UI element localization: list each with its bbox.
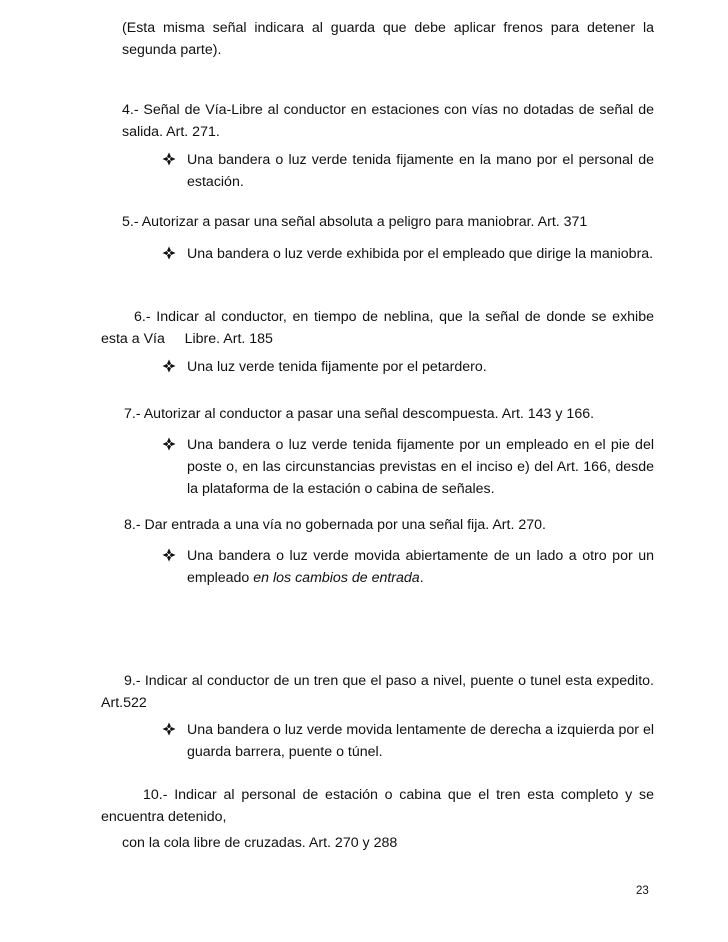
item-heading bbox=[124, 514, 656, 536]
bullet-text: Una bandera o luz verde tenida fijamente en la mano por el personal de estación. bbox=[187, 152, 654, 190]
item-heading-text: 10.- Indicar al personal de estación o cabina que el tren esta completo y se encuentra detenido, bbox=[101, 787, 654, 825]
bullet-text: Una bandera o luz verde movida lentamente de derecha a izquierda por el guarda barrera, puente o túnel. bbox=[187, 722, 654, 760]
diamond-bullet-icon bbox=[162, 548, 176, 562]
diamond-bullet-icon bbox=[162, 359, 176, 373]
bullet-item bbox=[162, 149, 654, 193]
item-heading-text: 7.- Autorizar al conductor a pasar una señal descompuesta. Art. 143 y 166. bbox=[124, 406, 595, 422]
item-heading-text: 6.- Indicar al conductor, en tiempo de neblina, que la señal de donde se exhibe esta a Vía bbox=[101, 309, 654, 347]
item-heading bbox=[124, 403, 656, 425]
item-heading bbox=[122, 211, 654, 233]
bullet-text: Una bandera o luz verde exhibida por el empleado que dirige la maniobra. bbox=[187, 246, 654, 262]
diamond-bullet-icon bbox=[162, 246, 176, 260]
bullet-text: Una bandera o luz verde tenida fijamente por un empleado en el pie del poste o, en las circunstancias previstas en el inciso e) del Art. 166, desde la plataforma de la estación o cabina de señales. bbox=[187, 437, 654, 497]
item-heading-text-end: Libre. Art. 185 bbox=[184, 331, 273, 347]
diamond-bullet-icon bbox=[162, 152, 176, 166]
bullet-item bbox=[162, 545, 654, 589]
item-heading-text: 5.- Autorizar a pasar una señal absoluta a peligro para maniobrar. Art. 371 bbox=[122, 214, 588, 230]
continuation-paragraph bbox=[122, 17, 654, 61]
bullet-text: Una luz verde tenida fijamente por el petardero. bbox=[187, 359, 487, 375]
page-number: 23 bbox=[636, 885, 649, 897]
item-heading-text: 8.- Dar entrada a una vía no gobernada por una señal fija. Art. 270. bbox=[124, 517, 546, 533]
item-heading-text: 9.- Indicar al conductor de un tren que el paso a nivel, puente o tunel esta expedito. Art.522 bbox=[101, 673, 654, 711]
item-continuation bbox=[122, 832, 654, 854]
diamond-bullet-icon bbox=[162, 437, 176, 451]
bullet-text-end: . bbox=[419, 570, 424, 586]
bullet-item bbox=[162, 434, 654, 500]
bullet-item bbox=[162, 719, 654, 763]
item-heading bbox=[101, 306, 654, 350]
item-continuation-text: con la cola libre de cruzadas. Art. 270 y 288 bbox=[122, 835, 398, 851]
continuation-text: (Esta misma señal indicara al guarda que debe aplicar frenos para detener la segunda parte). bbox=[122, 20, 654, 58]
diamond-bullet-icon bbox=[162, 722, 176, 736]
item-heading bbox=[101, 670, 654, 714]
bullet-text: Una bandera o luz verde movida abiertamente de un lado a otro por un empleado bbox=[187, 548, 654, 586]
item-heading-text: 4.- Señal de Vía-Libre al conductor en estaciones con vías no dotadas de señal de salida. Art. 271. bbox=[122, 102, 654, 140]
item-heading bbox=[122, 99, 654, 143]
item-heading bbox=[101, 784, 654, 828]
bullet-item bbox=[162, 356, 654, 378]
bullet-item bbox=[162, 243, 654, 265]
bullet-emphasis-text: en los cambios de entrada bbox=[253, 570, 420, 586]
